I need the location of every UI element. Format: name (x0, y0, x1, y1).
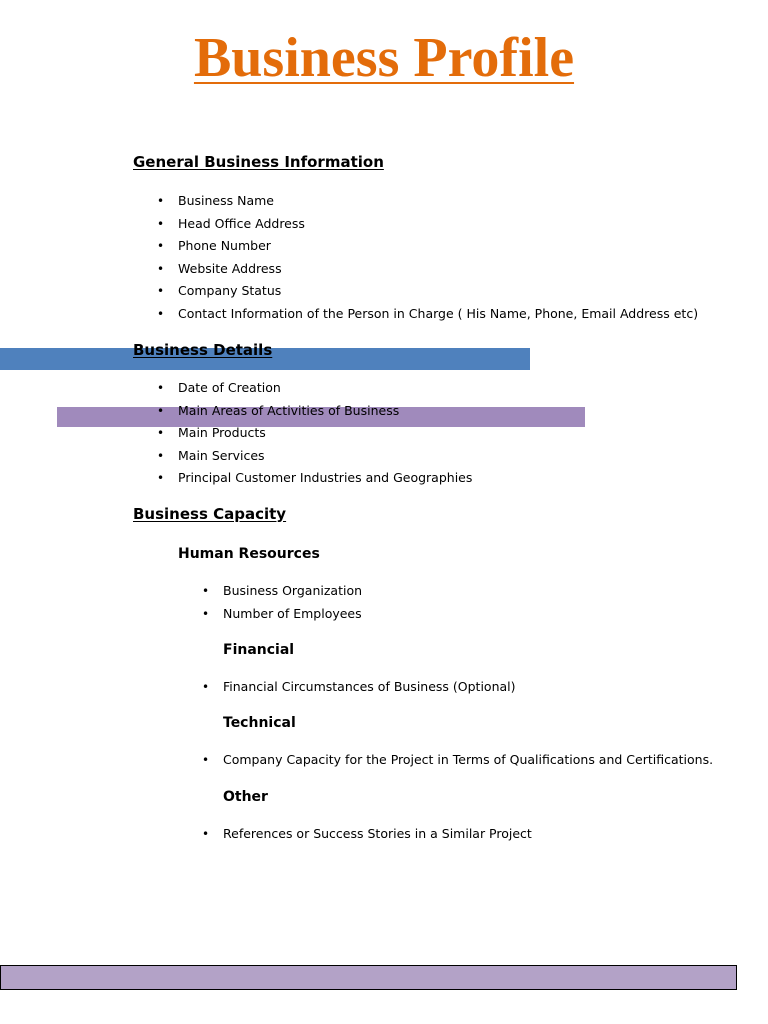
bullet-icon: • (157, 306, 165, 321)
list-item: • Contact Information of the Person in Charge ( His Name, Phone, Email Address etc) (178, 303, 698, 326)
technical-list (202, 749, 714, 772)
list-item: • Company Status (178, 280, 698, 303)
bullet-icon: • (202, 680, 210, 694)
human-resources-list (202, 580, 363, 625)
bullet-icon: • (157, 403, 165, 418)
bullet-icon: • (157, 471, 165, 485)
list-item: • Business Name (178, 190, 698, 213)
section-heading-general: General Business Information (133, 153, 384, 171)
list-item: • Date of Creation (178, 377, 472, 400)
subheading-other: Other (223, 789, 268, 805)
other-list (202, 823, 532, 846)
document-title: Business Profile (193, 27, 575, 89)
list-item: • Financial Circumstances of Business (Optional) (223, 676, 516, 699)
bullet-icon: • (202, 584, 210, 598)
bullet-icon: • (202, 753, 210, 767)
general-info-list (157, 190, 699, 325)
list-item: • Principal Customer Industries and Geographies (178, 467, 472, 490)
bullet-icon: • (157, 426, 165, 440)
list-item: • Head Office Address (178, 213, 698, 236)
bullet-icon: • (202, 827, 210, 841)
financial-list (202, 676, 516, 699)
bullet-icon: • (157, 216, 165, 231)
bullet-icon: • (202, 606, 210, 621)
business-details-list (157, 377, 473, 490)
list-item: • Main Areas of Activities of Business (178, 400, 472, 423)
footer-bar (0, 965, 737, 990)
list-item: • Company Capacity for the Project in Terms of Qualifications and Certifications. (223, 749, 713, 772)
bullet-icon: • (157, 194, 165, 208)
bullet-icon: • (157, 261, 165, 276)
list-item: • Business Organization (223, 580, 362, 603)
subheading-human-resources: Human Resources (178, 546, 320, 562)
subheading-technical: Technical (223, 715, 296, 731)
list-item: • References or Success Stories in a Similar Project (223, 823, 532, 846)
list-item: • Website Address (178, 258, 698, 281)
section-heading-capacity: Business Capacity (133, 505, 287, 523)
bullet-icon: • (157, 448, 165, 463)
list-item: • Main Services (178, 445, 472, 468)
bullet-icon: • (157, 284, 165, 298)
list-item: • Number of Employees (223, 603, 362, 626)
subheading-financial: Financial (223, 642, 295, 658)
bullet-icon: • (157, 381, 165, 395)
list-item: • Main Products (178, 422, 472, 445)
section-heading-details: Business Details (133, 341, 273, 359)
list-item: • Phone Number (178, 235, 698, 258)
bullet-icon: • (157, 239, 165, 253)
